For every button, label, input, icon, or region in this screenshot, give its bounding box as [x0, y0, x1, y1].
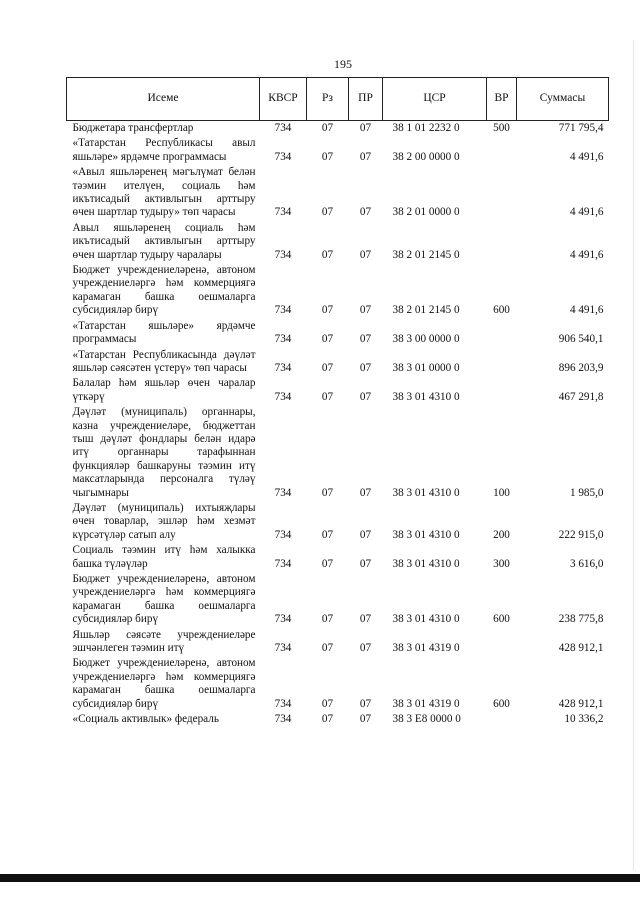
row-rz: 07: [321, 613, 334, 626]
row-csr: 38 3 01 4310 0: [392, 528, 460, 541]
row-kvsr: 734: [274, 361, 292, 374]
header-vr: ВР: [487, 78, 517, 121]
table-row: [67, 628, 609, 657]
row-name: «Татарстан Республикасында дәүләт яшьләр сәясәтен үстерү» төп чарасы: [72, 348, 256, 374]
row-vr: 600: [493, 613, 510, 626]
row-vr: 600: [493, 304, 510, 317]
row-sum: 4 491,6: [569, 304, 604, 317]
row-sum: 771 795,4: [558, 122, 604, 134]
row-csr: 38 2 01 2145 0: [392, 304, 460, 317]
scan-bottom-bar: [0, 874, 640, 882]
row-vr: [487, 376, 517, 405]
row-name: Авыл яшьләренең социаль һәм икътисадый активлыгын арттыру өчен шартлар тудыру чаралары: [72, 221, 256, 261]
table-row: [67, 543, 609, 572]
row-name: Бюджет учреждениеләренә, автоном учреждениеләргә һәм коммерциягә карамаган башка оешмаларга субсидияләр бирү: [72, 657, 256, 710]
table-row: [67, 319, 609, 348]
row-name: Яшьләр сәясәте учреждениеләре эшчәнлеген тәэмин итү: [72, 628, 256, 655]
row-name: «Татарстан яшьләре» ярдәмче программасы: [72, 319, 256, 346]
header-row: [67, 78, 609, 121]
header-name: Исеме: [67, 78, 260, 121]
row-vr: [487, 628, 517, 657]
row-rz: 07: [321, 150, 334, 163]
row-sum: 10 336,2: [564, 713, 604, 726]
row-kvsr: 734: [274, 150, 292, 163]
row-pr: 07: [359, 642, 372, 655]
header-csr: ЦСР: [383, 78, 487, 121]
table-header: [67, 78, 609, 121]
page-edge-line: [633, 40, 634, 870]
table-body: [67, 121, 609, 728]
row-sum: 222 915,0: [558, 528, 604, 541]
row-rz: 07: [321, 713, 334, 726]
row-rz: 07: [321, 528, 334, 541]
row-name: «Авыл яшьләренең мәгълүмат белән тәэмин ителүен, социаль һәм икътисадый активлыгын арттыру өчен шартлар тудыру» төп чарасы: [72, 166, 256, 219]
table-row: [67, 405, 609, 501]
row-rz: 07: [321, 333, 334, 346]
row-sum: 428 912,1: [558, 642, 604, 655]
page-number: 195: [334, 57, 352, 71]
row-pr: 07: [359, 613, 372, 626]
row-rz: 07: [321, 557, 334, 570]
row-sum: 4 491,6: [569, 150, 604, 163]
row-pr: 07: [359, 390, 372, 403]
table-row: [67, 712, 609, 727]
table-row: [67, 572, 609, 628]
row-pr: 07: [359, 248, 372, 261]
row-kvsr: 734: [274, 390, 292, 403]
row-rz: 07: [321, 304, 334, 317]
row-rz: 07: [321, 642, 334, 655]
row-sum: 428 912,1: [558, 697, 604, 710]
row-name: Дәүләт (муниципаль) ихтыяҗлары өчен товарлар, эшләр һәм хезмәт күрсәтүләр сатып алу: [72, 501, 256, 541]
row-pr: 07: [359, 528, 372, 541]
row-vr: [487, 221, 517, 263]
row-pr: 07: [359, 713, 372, 726]
row-kvsr: 734: [274, 697, 292, 710]
row-kvsr: 734: [274, 333, 292, 346]
row-name: Социаль тәэмин итү һәм халыкка башка түләүләр: [72, 544, 256, 570]
row-name: Бюджет учреждениеләренә, автоном учреждениеләргә һәм коммерциягә карамаган башка оешмаларга субсидияләр бирү: [72, 573, 256, 626]
row-pr: 07: [359, 304, 372, 317]
table-row: [67, 263, 609, 319]
header-pr: ПР: [349, 78, 383, 121]
row-vr: [487, 165, 517, 221]
table-row: [67, 136, 609, 165]
row-name: «Татарстан Республикасы авыл яшьләре» ярдәмче программасы: [72, 137, 256, 163]
row-vr: 300: [493, 557, 510, 570]
row-vr: [487, 712, 517, 727]
row-sum: 238 775,8: [558, 613, 604, 626]
row-csr: 38 3 01 4310 0: [392, 486, 460, 499]
row-pr: 07: [359, 333, 372, 346]
row-pr: 07: [359, 486, 372, 499]
header-sum: Суммасы: [517, 78, 609, 121]
row-vr: 500: [493, 122, 510, 134]
table-row: [67, 501, 609, 543]
row-sum: 4 491,6: [569, 206, 604, 219]
row-sum: 896 203,9: [558, 361, 604, 374]
budget-table: [66, 77, 609, 727]
row-rz: 07: [321, 122, 334, 134]
table-row: [67, 656, 609, 712]
row-sum: 4 491,6: [569, 248, 604, 261]
row-pr: 07: [359, 206, 372, 219]
header-rz: Рз: [307, 78, 349, 121]
row-csr: 38 3 01 4310 0: [392, 390, 460, 403]
row-pr: 07: [359, 697, 372, 710]
row-kvsr: 734: [274, 528, 292, 541]
table-row: [67, 221, 609, 263]
row-vr: 100: [493, 486, 510, 499]
row-rz: 07: [321, 697, 334, 710]
row-vr: 200: [493, 528, 510, 541]
row-vr: [487, 319, 517, 348]
row-csr: 38 3 E8 0000 0: [392, 713, 461, 726]
row-rz: 07: [321, 486, 334, 499]
row-vr: 600: [493, 697, 510, 710]
table-row: [67, 121, 609, 137]
table-row: [67, 348, 609, 377]
row-csr: 38 2 01 0000 0: [392, 206, 460, 219]
row-sum: 1 985,0: [569, 486, 604, 499]
row-sum: 467 291,8: [558, 390, 604, 403]
row-csr: 38 2 01 2145 0: [392, 248, 460, 261]
row-rz: 07: [321, 390, 334, 403]
row-pr: 07: [359, 122, 372, 134]
header-kvsr: КВСР: [260, 78, 307, 121]
row-rz: 07: [321, 206, 334, 219]
row-kvsr: 734: [274, 122, 292, 134]
row-kvsr: 734: [274, 206, 292, 219]
row-vr: [487, 348, 517, 377]
row-csr: 38 3 01 4310 0: [392, 557, 460, 570]
row-csr: 38 3 01 4310 0: [392, 613, 460, 626]
row-name: Бюджетара трансфертлар: [72, 122, 194, 134]
row-csr: 38 3 01 4319 0: [392, 697, 460, 710]
row-kvsr: 734: [274, 304, 292, 317]
row-name: Балалар һәм яшьләр өчен чаралар үткәрү: [72, 377, 256, 403]
row-csr: 38 3 01 0000 0: [392, 361, 460, 374]
row-pr: 07: [359, 361, 372, 374]
row-csr: 38 3 01 4319 0: [392, 642, 460, 655]
row-name: Дәүләт (муниципаль) органнары, казна учреждениеләре, бюджеттан тыш дәүләт фондлары белән идарә итү органнары тарафыннан функцияләр башкаруны тәэмин итү максатларында персоналга түләү чыгымнары: [72, 406, 256, 499]
row-kvsr: 734: [274, 713, 292, 726]
row-kvsr: 734: [274, 557, 292, 570]
row-name: Бюджет учреждениеләренә, автоном учреждениеләргә һәм коммерциягә карамаган башка оешмаларга субсидияләр бирү: [72, 264, 256, 317]
row-kvsr: 734: [274, 613, 292, 626]
table-row: [67, 165, 609, 221]
row-rz: 07: [321, 361, 334, 374]
row-kvsr: 734: [274, 486, 292, 499]
row-csr: 38 1 01 2232 0: [392, 122, 460, 134]
row-name: «Социаль активлык» федераль: [72, 713, 219, 726]
row-kvsr: 734: [274, 642, 292, 655]
row-rz: 07: [321, 248, 334, 261]
row-csr: 38 3 00 0000 0: [392, 333, 460, 346]
row-pr: 07: [359, 557, 372, 570]
row-vr: [487, 136, 517, 165]
row-kvsr: 734: [274, 248, 292, 261]
row-csr: 38 2 00 0000 0: [392, 150, 460, 163]
row-pr: 07: [359, 150, 372, 163]
table-row: [67, 376, 609, 405]
row-sum: 3 616,0: [569, 557, 604, 570]
row-sum: 906 540,1: [558, 333, 604, 346]
